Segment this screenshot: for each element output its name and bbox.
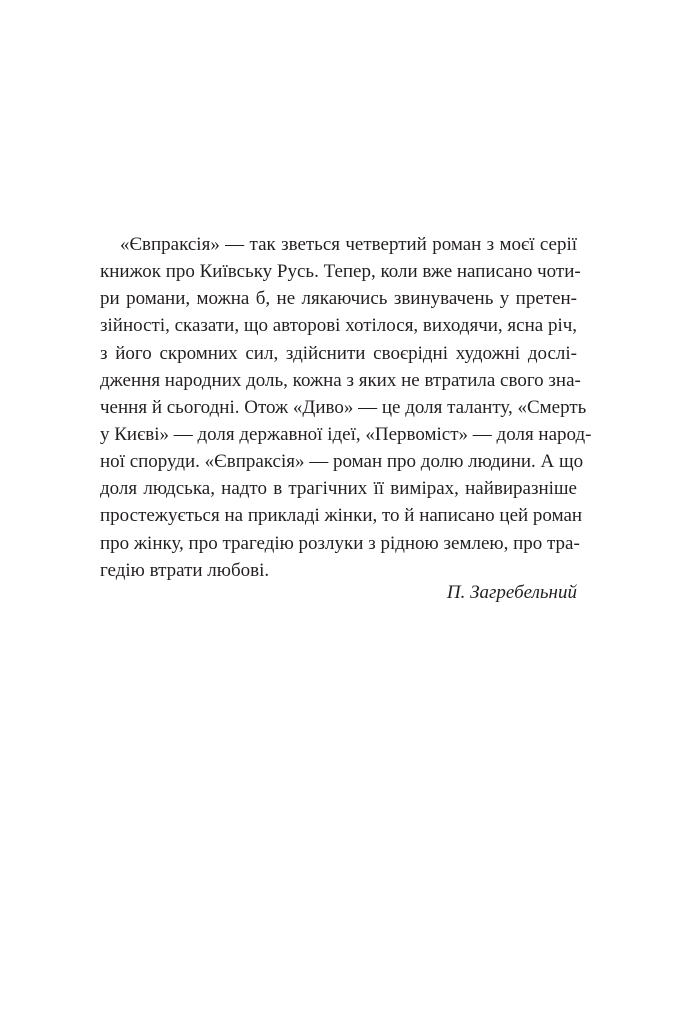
- preface-line: у Києві» — доля державної ідеї, «Первоміст» — доля народ-: [100, 423, 592, 445]
- preface-paragraph: [100, 231, 592, 584]
- preface-line: з його скромних сил, здійснити своєрідні художні дослі-: [100, 342, 577, 364]
- preface-line: простежується на прикладі жінки, то й написано цей роман: [100, 505, 583, 527]
- preface-line: дження народних доль, кожна з яких не втратила свого зна-: [100, 369, 581, 391]
- preface-line: гедію втрати любові.: [100, 559, 270, 581]
- preface-line: книжок про Київську Русь. Тепер, коли вже написано чоти-: [100, 261, 581, 283]
- preface-line: «Євпраксія» — так зветься четвертий роман з моєї серії: [120, 234, 577, 255]
- preface-line: чення й сьогодні. Отож «Диво» — це доля таланту, «Смерть: [100, 396, 587, 418]
- preface-line: про жінку, про трагедію розлуки з рідною землею, про тра-: [100, 532, 580, 554]
- preface-line: доля людська, надто в трагічних її вимірах, найвиразніше: [100, 478, 577, 500]
- preface-line: ної споруди. «Євпраксія» — роман про долю людини. А що: [100, 451, 584, 473]
- preface-line: ри романи, можна б, не лякаючись звинувачень у претен-: [100, 288, 577, 310]
- author-signature: П. Загребельний: [446, 582, 577, 603]
- preface-line: зійності, сказати, що авторові хотілося, виходячи, ясна річ,: [100, 315, 578, 337]
